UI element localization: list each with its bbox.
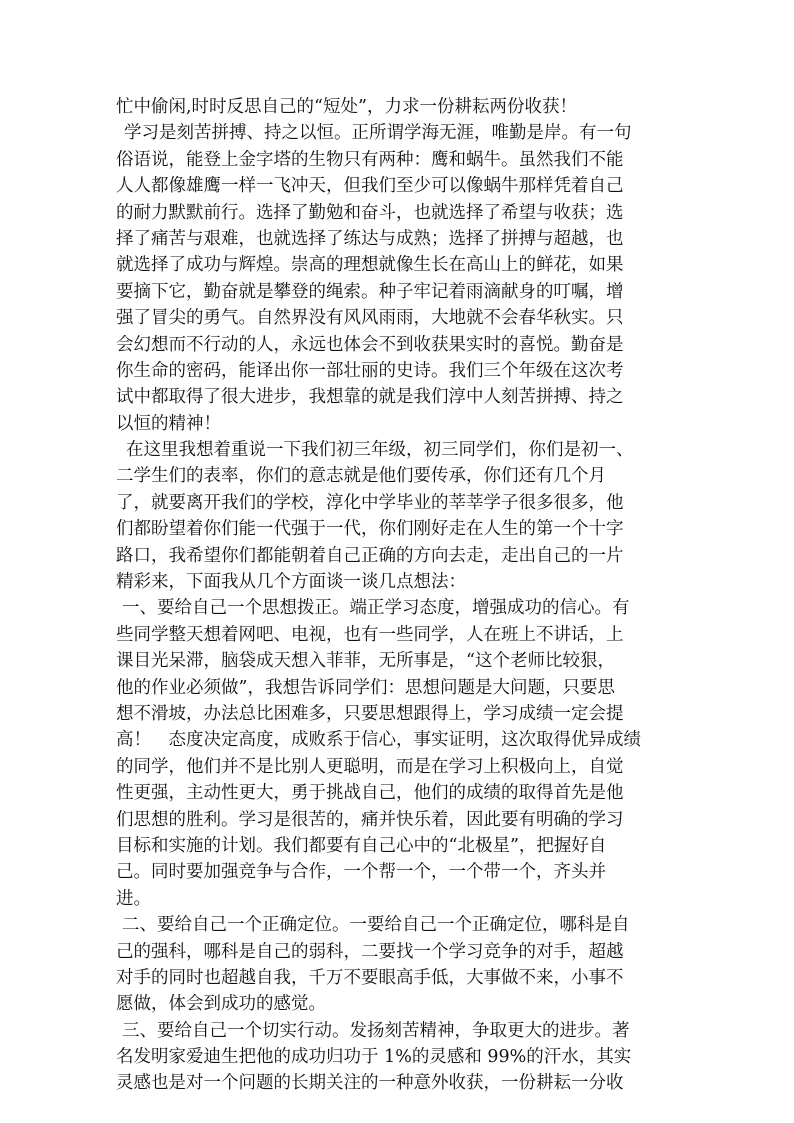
- text-line: 试中都取得了很大进步，我想靠的就是我们淳中人刻苦拼搏、持之: [116, 387, 624, 408]
- text-line: 课目光呆滞，脑袋成天想入菲菲，无所事是，“这个老师比较狠，: [116, 651, 615, 672]
- text-line: 的同学，他们并不是比别人更聪明，而是在学习上积极向上，自觉: [116, 756, 624, 777]
- text-line: 们思想的胜利。学习是很苦的，痛并快乐着，因此要有明确的学习: [116, 809, 624, 830]
- text-line: 精彩来，下面我从几个方面谈一谈几点想法：: [116, 572, 466, 593]
- text-line: 己的强科，哪科是自己的弱科，二要找一个学习竞争的对手，超越: [116, 941, 624, 962]
- text-line: 二学生们的表率，你们的意志就是他们要传承，你们还有几个月: [116, 466, 606, 487]
- text-line: 二、要给自己一个正确定位。一要给自己一个正确定位，哪科是自: [122, 915, 630, 936]
- text-line: 人人都像雄鹰一样一飞冲天，但我们至少可以像蜗牛那样凭着自己: [116, 176, 624, 197]
- text-line: 的耐力默默前行。选择了勤勉和奋斗，也就选择了希望与收获；选: [116, 202, 624, 223]
- text-line: 他的作业必须做”，我想告诉同学们：思想问题是大问题，只要思: [116, 677, 615, 698]
- text-line: 在这里我想着重说一下我们初三年级，初三同学们，你们是初一、: [126, 440, 634, 461]
- text-line: 要摘下它，勤奋就是攀登的绳索。种子牢记着雨滴献身的叮嘱，增: [116, 281, 624, 302]
- text-line: 忙中偷闲,时时反思自己的“短处”，力求一份耕耘两份收获！: [116, 97, 577, 117]
- text-line: 就选择了成功与辉煌。崇高的理想就像生长在高山上的鲜花，如果: [116, 255, 624, 276]
- text-line: 己。同时要加强竞争与合作，一个帮一个，一个带一个，齐头并: [116, 862, 606, 883]
- text-line: 了，就要离开我们的学校，淳化中学毕业的莘莘学子很多很多，他: [116, 492, 624, 513]
- text-line: 性更强，主动性更大，勇于挑战自己，他们的成绩的取得首先是他: [116, 783, 624, 804]
- text-line: 三、要给自己一个切实行动。发扬刻苦精神，争取更大的进步。著: [122, 1020, 630, 1041]
- text-line: 进。: [116, 888, 151, 909]
- text-line: 愿做，体会到成功的感觉。: [116, 994, 326, 1015]
- text-line: 俗语说，能登上金字塔的生物只有两种：鹰和蜗牛。虽然我们不能: [116, 149, 624, 170]
- text-line: 目标和实施的计划。我们都要有自己心中的“北极星”，把握好自: [116, 835, 607, 856]
- text-line: 名发明家爱迪生把他的成功归功于 1%的灵感和 99%的汗水，其实: [116, 1047, 632, 1068]
- document-body: [116, 94, 682, 1097]
- text-line: 择了痛苦与艰难，也就选择了练达与成熟；选择了拼搏与超越，也: [116, 228, 624, 249]
- text-line: 强了冒尖的勇气。自然界没有风风雨雨，大地就不会春华秋实。只: [116, 308, 624, 329]
- text-line: 想不滑坡，办法总比困难多，只要思想跟得上，学习成绩一定会提: [116, 703, 624, 724]
- text-line: 些同学整天想着网吧、电视，也有一些同学，人在班上不讲话，上: [116, 624, 624, 645]
- text-line: 你生命的密码，能译出你一部壮丽的史诗。我们三个年级在这次考: [116, 360, 624, 381]
- text-line: 学习是刻苦拼搏、持之以恒。正所谓学海无涯，唯勤是岸。有一句: [124, 123, 632, 144]
- text-line: 一、要给自己一个思想拨正。端正学习态度，增强成功的信心。有: [122, 598, 630, 619]
- text-line: 们都盼望着你们能一代强于一代，你们刚好走在人生的第一个十字: [116, 519, 624, 540]
- text-line: 会幻想而不行动的人，永远也体会不到收获果实时的喜悦。勤奋是: [116, 334, 624, 355]
- text-line: 灵感也是对一个问题的长期关注的一种意外收获，一份耕耘一分收: [116, 1073, 624, 1094]
- text-line: 对手的同时也超越自我，千万不要眼高手低，大事做不来，小事不: [116, 967, 624, 988]
- text-line: 以恒的精神！: [116, 413, 221, 434]
- text-line: 高！ 态度决定高度，成败系于信心，事实证明，这次取得优异成绩: [116, 730, 641, 751]
- text-line: 路口，我希望你们都能朝着自己正确的方向去走，走出自己的一片: [116, 545, 624, 566]
